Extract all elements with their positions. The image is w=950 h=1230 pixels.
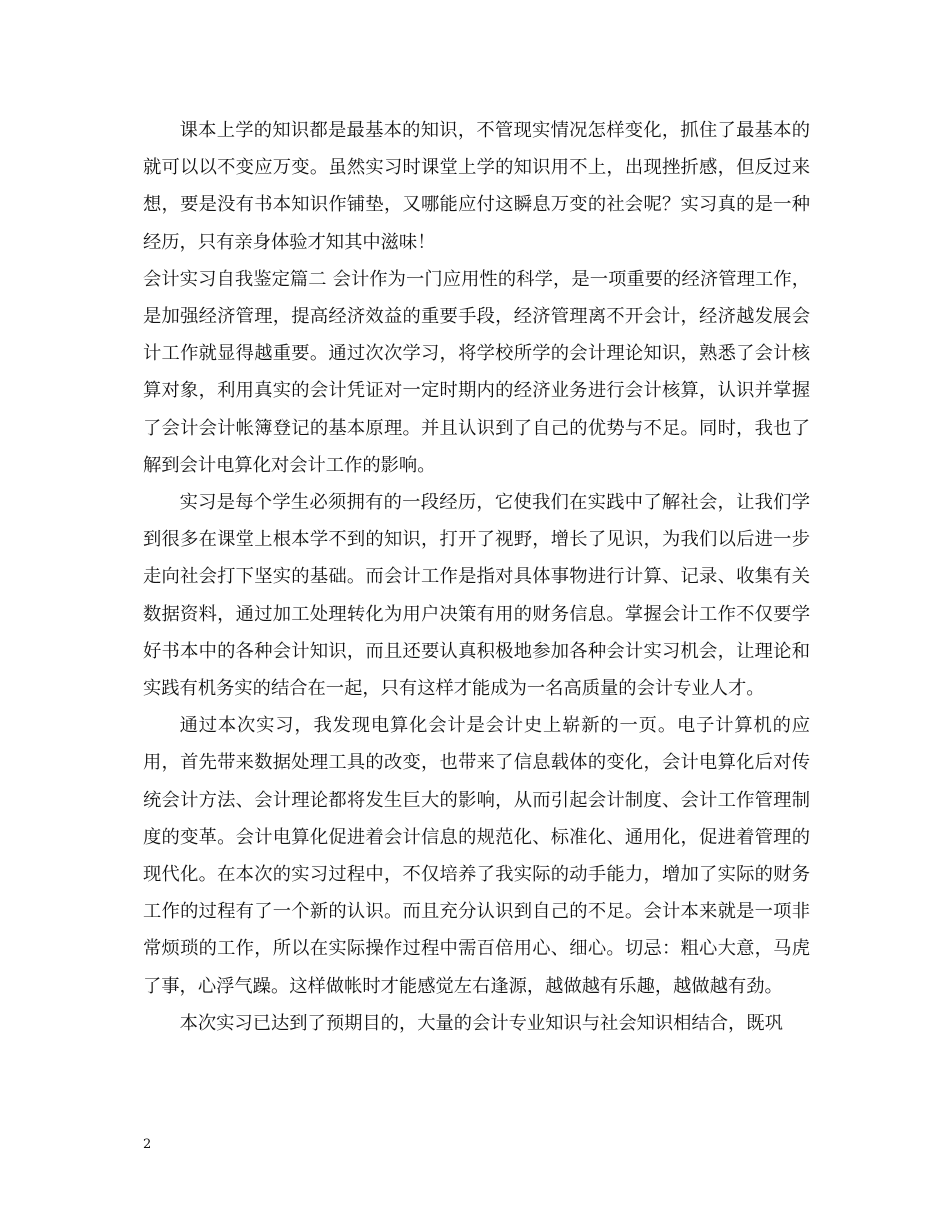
page-number: 2 xyxy=(143,1137,152,1152)
paragraph-2-text: 会计作为一门应用性的科学，是一项重要的经济管理工作，是加强经济管理，提高经济效益的重要手段，经济管理离不开会计，经济越发展会计工作就显得越重要。通过次次学习，将学校所学的会计理论知识，熟悉了会计核算对象，利用真实的会计凭证对一定时期内的经济业务进行会计核算，认识并掌握了会计会计帐簿登记的基本原理。并且认识到了自己的优势与不足。同时，我也了解到会计电算化对会计工作的影响。 xyxy=(143,268,811,476)
paragraph-4: 通过本次实习，我发现电算化会计是会计史上崭新的一页。电子计算机的应用，首先带来数据处理工具的改变，也带来了信息载体的变化，会计电算化后对传统会计方法、会计理论都将发生巨大的影响，从而引起会计制度、会计工作管理制度的变革。会计电算化促进着会计信息的规范化、标准化、通用化，促进着管理的现代化。在本次的实习过程中，不仅培养了我实际的动手能力，增加了实际的财务工作的过程有了一个新的认识。而且充分认识到自己的不足。会计本来就是一项非常烦琐的工作，所以在实际操作过程中需百倍用心、细心。切忌：粗心大意，马虎了事，心浮气躁。这样做帐时才能感觉左右逢源，越做越有乐趣，越做越有劲。 xyxy=(143,715,810,997)
paragraph-3: 实习是每个学生必须拥有的一段经历，它使我们在实践中了解社会，让我们学到很多在课堂上根本学不到的知识，打开了视野，增长了见识，为我们以后进一步走向社会打下坚实的基础。而会计工作是指对具体事物进行计算、记录、收集有关数据资料，通过加工处理转化为用户决策有用的财务信息。掌握会计工作不仅要学好书本中的各种会计知识，而且还要认真积极地参加各种会计实习机会，让理论和实践有机务实的结合在一起，只有这样才能成为一名高质量的会计专业人才。 xyxy=(143,492,810,700)
document-body xyxy=(143,112,810,1042)
paragraph-1: 课本上学的知识都是最基本的知识，不管现实情况怎样变化，抓住了最基本的就可以以不变应万变。虽然实习时课堂上学的知识用不上，出现挫折感，但反过来想，要是没有书本知识作铺垫，又哪能应付这瞬息万变的社会呢？实习真的是一种经历，只有亲身体验才知其中滋味！ xyxy=(143,120,810,253)
section-heading: 会计实习自我鉴定篇二 xyxy=(143,268,327,290)
paragraph-2 xyxy=(143,261,810,484)
paragraph-5: 本次实习已达到了预期目的，大量的会计专业知识与社会知识相结合，既巩 xyxy=(179,1012,783,1034)
